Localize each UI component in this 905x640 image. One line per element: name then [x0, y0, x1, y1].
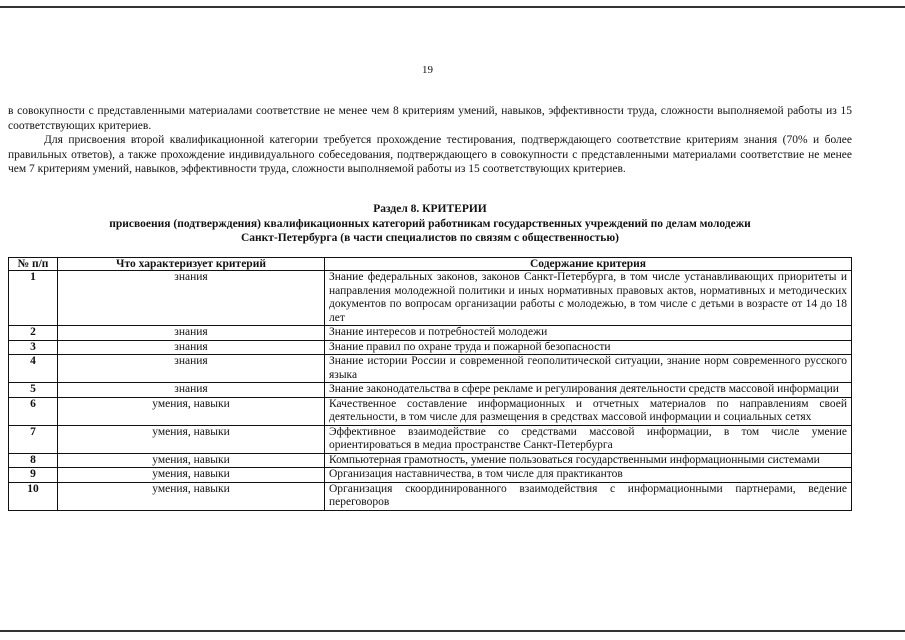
- table-row: [9, 383, 852, 398]
- row-content: Организация наставничества, в том числе для практикантов: [325, 468, 852, 483]
- table-row: [9, 326, 852, 341]
- table-row: [9, 340, 852, 355]
- row-what: умения, навыки: [58, 453, 325, 468]
- row-content: Организация скоординированного взаимодействия с информационными партнерами, ведение переговоров: [325, 482, 852, 510]
- row-content: Компьютерная грамотность, умение пользоваться государственными информационными системами: [325, 453, 852, 468]
- header-what: Что характеризует критерий: [58, 258, 325, 271]
- page-number: 19: [422, 64, 433, 76]
- table-row: [9, 468, 852, 483]
- top-scan-line: [0, 6, 905, 8]
- header-content: Содержание критерия: [325, 258, 852, 271]
- row-what: знания: [58, 355, 325, 383]
- row-what: умения, навыки: [58, 468, 325, 483]
- table-row: [9, 355, 852, 383]
- criteria-table: [8, 257, 852, 511]
- table-row: [9, 425, 852, 453]
- row-num: 5: [9, 383, 58, 398]
- row-num: 9: [9, 468, 58, 483]
- row-num: 2: [9, 326, 58, 341]
- row-what: умения, навыки: [58, 482, 325, 510]
- section-subtitle-line2: Санкт-Петербурга (в части специалистов по связям с общественностью): [240, 232, 619, 244]
- row-what: знания: [58, 326, 325, 341]
- section-subtitle-line1: присвоения (подтверждения) квалификационных категорий работникам государственных учреждений по делам молодежи: [109, 217, 751, 230]
- row-num: 6: [9, 397, 58, 425]
- paragraph-continuation: в совокупности с представленными материалами соответствие не менее чем 8 критериям умений, навыков, эффективности труда, сложности выполняемой работы из 15 соответствующих критериев.: [8, 105, 852, 132]
- row-content: Эффективное взаимодействие со средствами массовой информации, в том числе умение ориентироваться в медиа пространстве Санкт-Петербурга: [325, 425, 852, 453]
- table-row: [9, 397, 852, 425]
- section-heading: Раздел 8. КРИТЕРИИ: [373, 203, 487, 215]
- header-num: № п/п: [9, 258, 58, 271]
- section-title: [8, 202, 852, 246]
- table-row: [9, 453, 852, 468]
- bottom-scan-line: [0, 630, 905, 632]
- row-what: знания: [58, 340, 325, 355]
- row-content: Знание истории России и современной геополитической ситуации, знание норм современного русского языка: [325, 355, 852, 383]
- row-what: знания: [58, 271, 325, 326]
- row-num: 1: [9, 271, 58, 326]
- row-content: Знание интересов и потребностей молодежи: [325, 326, 852, 341]
- table-row: [9, 271, 852, 326]
- row-num: 7: [9, 425, 58, 453]
- row-num: 8: [9, 453, 58, 468]
- row-what: знания: [58, 383, 325, 398]
- row-num: 4: [9, 355, 58, 383]
- table-header-row: [9, 258, 852, 271]
- row-content: Качественное составление информационных и отчетных материалов по направлениям своей деятельности, в том числе для размещения в средствах массовой информации и социальных сетях: [325, 397, 852, 425]
- table-row: [9, 482, 852, 510]
- row-content: Знание правил по охране труда и пожарной безопасности: [325, 340, 852, 355]
- row-what: умения, навыки: [58, 397, 325, 425]
- body-text: [8, 104, 852, 177]
- row-content: Знание законодательства в сфере рекламе и регулирования деятельности средств массовой информации: [325, 383, 852, 398]
- row-num: 3: [9, 340, 58, 355]
- row-num: 10: [9, 482, 58, 510]
- row-content: Знание федеральных законов, законов Санкт-Петербурга, в том числе устанавливающих приоритеты и направления молодежной политики и иных нормативных правовых актов, нормативных и методических документов по вопросам организации работы с молодежью, в том числе с детьми в возрасте от 14 до 18 лет: [325, 271, 852, 326]
- row-what: умения, навыки: [58, 425, 325, 453]
- paragraph-second-category: Для присвоения второй квалификационной категории требуется прохождение тестирования, подтверждающего соответствие критериям знания (70% и более правильных ответов), а также прохождение индивидуального собеседования, подтверждающего в совокупности с представленными материалами соответствие не менее чем 7 критериям умений, навыков, эффективности труда, сложности выполняемой работы из 15 соответствующих критериев.: [8, 134, 852, 175]
